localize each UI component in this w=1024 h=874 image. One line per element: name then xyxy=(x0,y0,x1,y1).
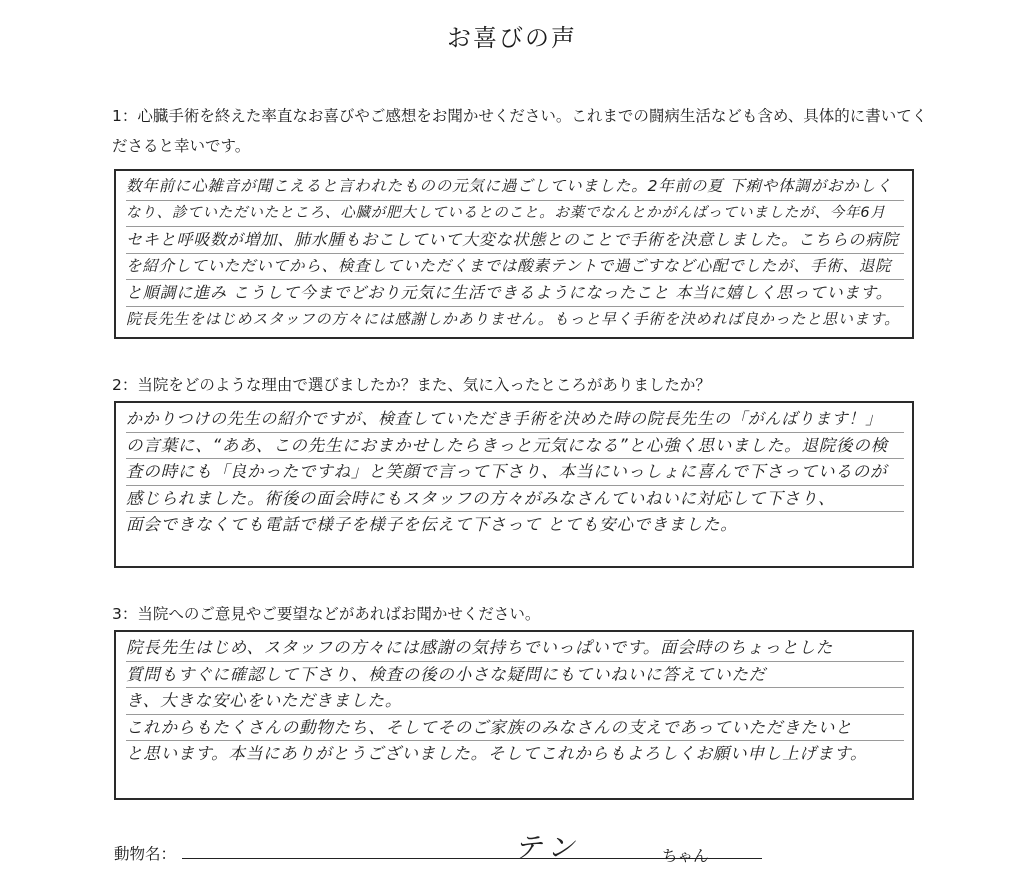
question-2: 2：当院をどのような理由で選びましたか？また、気に入ったところがありましたか？ xyxy=(112,376,711,394)
answer-line: き、大きな安心をいただきました。 xyxy=(126,688,904,715)
pet-name-suffix: ちゃん xyxy=(662,847,709,865)
answer-line: なり、診ていただいたところ、心臓が肥大しているとのこと。お薬でなんとかがんばっていましたが、今年6月 xyxy=(126,201,904,228)
answer-line: 感じられました。術後の面会時にもスタッフの方々がみなさんていねいに対応して下さり、 xyxy=(126,486,904,513)
answer-line: の言葉に、“ああ、この先生におまかせしたらきっと元気になる”と心強く思いました。退院後の検 xyxy=(126,433,904,460)
answer-line: 面会できなくても電話で様子を様子を伝えて下さって とても安心できました。 xyxy=(126,515,738,535)
answer-line: 質問もすぐに確認して下さり、検査の後の小さな疑問にもていねいに答えていただ xyxy=(126,662,904,689)
question-3: 3：当院へのご意見やご要望などがあればお聞かせください。 xyxy=(112,605,541,623)
answer-line: 院長先生をはじめスタッフの方々には感謝しかありません。もっと早く手術を決めれば良かったと思います。 xyxy=(126,309,900,328)
page-title: お喜びの声 xyxy=(447,24,577,52)
answer-line: 数年前に心雑音が聞こえると言われたものの元気に過ごしていました。2年前の夏 下痢や体調がおかしく xyxy=(126,174,904,201)
answer-line: と順調に進み こうして今までどおり元気に生活できるようになったこと 本当に嬉しく思っています。 xyxy=(126,280,904,307)
answer-line: これからもたくさんの動物たち、そしてそのご家族のみなさんの支えであっていただきたいと xyxy=(126,715,904,742)
question-1: 1：心臓手術を終えた率直なお喜びやご感想をお聞かせください。これまでの闘病生活なども含め、具体的に書いてくださると幸いです。 xyxy=(112,107,928,155)
answer-box-3 xyxy=(114,630,914,800)
answer-line: 院長先生はじめ、スタッフの方々には感謝の気持ちでいっぱいです。面会時のちょっとした xyxy=(126,635,904,662)
pet-name-label: 動物名： xyxy=(114,845,177,863)
answer-line: と思います。本当にありがとうございました。そしてこれからもよろしくお願い申し上げます。 xyxy=(126,744,868,764)
pet-name-value: テン xyxy=(514,831,581,864)
pet-name-row xyxy=(114,831,774,868)
answer-box-1 xyxy=(114,169,914,339)
answer-line: 査の時にも「良かったですね」と笑顔で言って下さり、本当にいっしょに喜んで下さっているのが xyxy=(126,459,904,486)
answer-line: セキと呼吸数が増加、肺水腫もおこしていて大変な状態とのことで手術を決意しました。こちらの病院 xyxy=(126,227,904,254)
answer-line: かかりつけの先生の紹介ですが、検査していただき手術を決めた時の院長先生の「がんばります！」 xyxy=(126,406,904,433)
answer-box-2 xyxy=(114,401,914,568)
answer-line: を紹介していただいてから、検査していただくまでは酸素テントで過ごすなど心配でしたが、手術、退院 xyxy=(126,254,904,281)
